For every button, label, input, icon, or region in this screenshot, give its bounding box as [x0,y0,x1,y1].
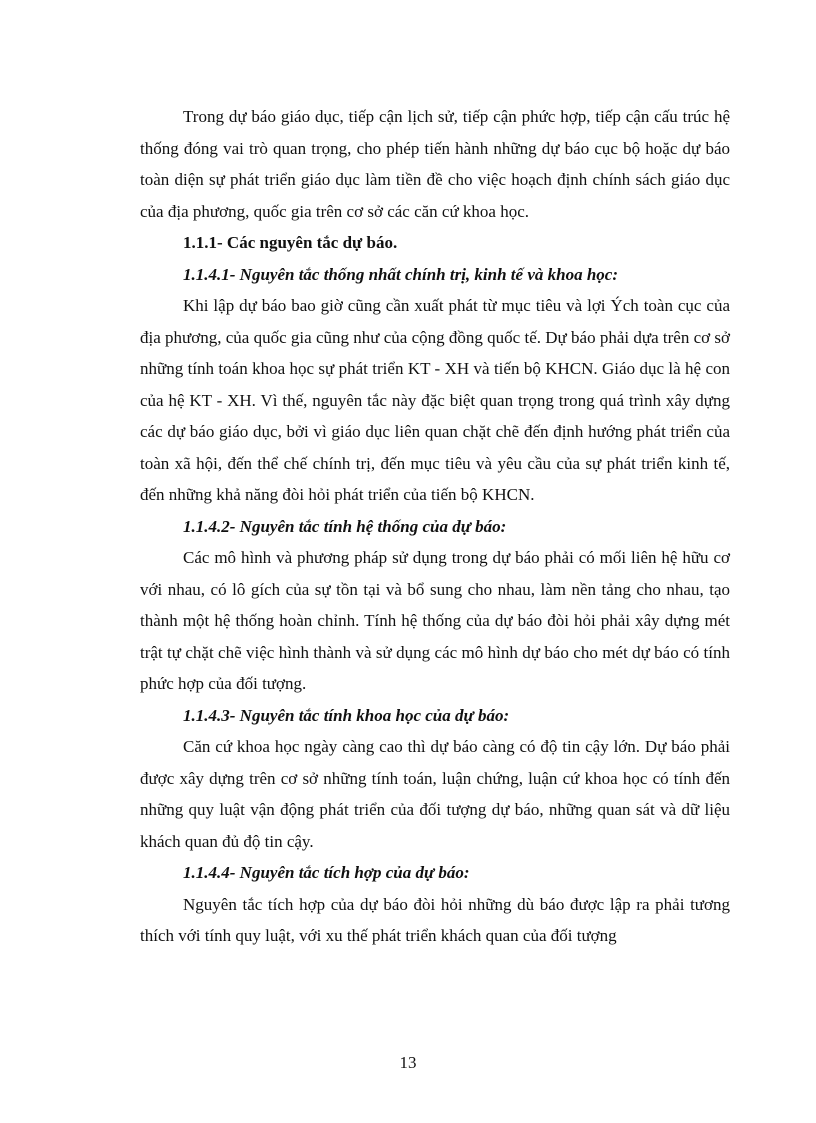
paragraph-intro: Trong dự báo giáo dục, tiếp cận lịch sử, tiếp cận phức hợp, tiếp cận cấu trúc hệ thống đóng vai trò quan trọng, cho phép tiến hành những dự báo cục bộ hoặc dự báo toàn diện sự phát triển giáo dục làm tiền đề cho việc hoạch định chính sách giáo dục của địa phương, quốc gia trên cơ sở các căn cứ khoa học. [140,107,730,221]
section-heading-principles: 1.1.1- Các nguyên tắc dự báo. [183,233,398,252]
subheading-1-1-4-4: 1.1.4.4- Nguyên tắc tích hợp của dự báo: [183,863,470,882]
document-page [140,101,730,952]
paragraph-science-principle: Căn cứ khoa học ngày càng cao thì dự báo càng có độ tin cậy lớn. Dự báo phải được xây dựng trên cơ sở những tính toán, luận chứng, luận cứ khoa học có tính đến những quy luật vận động phát triển của đối tượng dự báo, những quan sát và dữ liệu khách quan đủ độ tin cậy. [140,737,730,851]
paragraph-system-principle: Các mô hình và phương pháp sử dụng trong dự báo phải có mối liên hệ hữu cơ với nhau, có lô gích của sự tồn tại và bổ sung cho nhau, làm nền tảng cho nhau, tạo thành một hệ thống hoàn chỉnh. Tính hệ thống của dự báo đòi hỏi phải xây dựng mét trật tự chặt chẽ việc hình thành và sử dụng các mô hình dự báo cho mét dự báo có tính phức hợp của đối tượng. [140,548,730,693]
paragraph-unity-principle: Khi lập dự báo bao giờ cũng cần xuất phát từ mục tiêu và lợi Ých toàn cục của địa phương, của quốc gia cũng như của cộng đồng quốc tế. Dự báo phải dựa trên cơ sở những tính toán khoa học sự phát triển KT - XH và tiến bộ KHCN. Giáo dục là hệ con của hệ KT - XH. Vì thế, nguyên tắc này đặc biệt quan trọng trong quá trình xây dựng các dự báo giáo dục, bởi vì giáo dục liên quan chặt chẽ đến định hướng phát triển của toàn xã hội, đến thể chế chính trị, đến mục tiêu và yêu cầu của sự phát triển kinh tế, đến những khả năng đòi hỏi phát triển của tiến bộ KHCN. [140,296,730,504]
subheading-1-1-4-2: 1.1.4.2- Nguyên tắc tính hệ thống của dự báo: [183,516,507,536]
subheading-1-1-4-1: 1.1.4.1- Nguyên tắc thống nhất chính trị, kinh tế và khoa học: [183,264,618,284]
page-number: 13 [399,1053,417,1072]
paragraph-integration-principle: Nguyên tắc tích hợp của dự báo đòi hỏi những dù báo được lập ra phải tương thích với tính quy luật, với xu thế phát triển khách quan của đối tượng [140,894,730,945]
subheading-1-1-4-3: 1.1.4.3- Nguyên tắc tính khoa học của dự báo: [183,705,510,725]
